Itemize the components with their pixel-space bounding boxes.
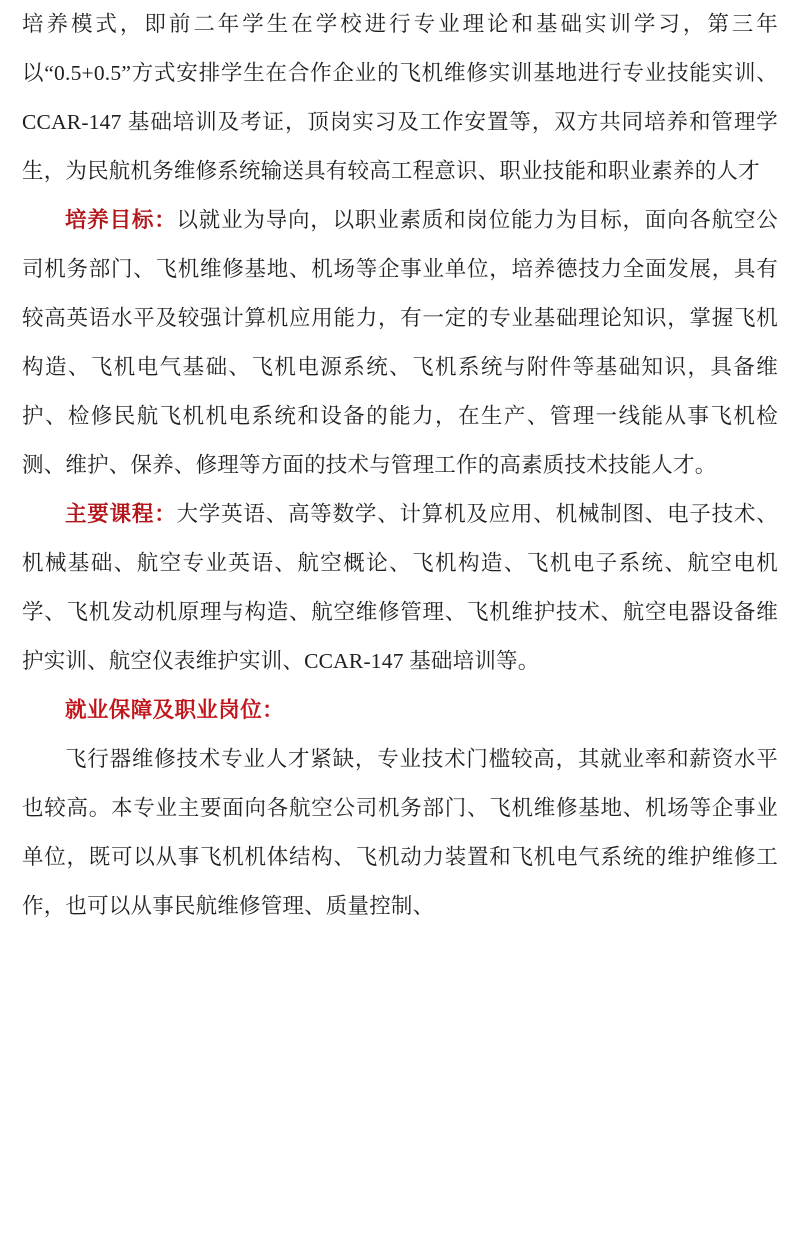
paragraph-training-goal-text: 以就业为导向，以职业素质和岗位能力为目标，面向各航空公司机务部门、飞机维修基地、机场等企事业单位，培养德技力全面发展，具有较高英语水平及较强计算机应用能力，有一定的专业基础理论知识，掌握飞机构造、飞机电气基础、飞机电源系统、飞机系统与附件等基础知识，具备维护、检修民航飞机机电系统和设备的能力，在生产、管理一线能从事飞机检测、维护、保养、修理等方面的技术与管理工作的高素质技术技能人才。 bbox=[22, 208, 778, 477]
label-main-courses: 主要课程： bbox=[65, 502, 177, 526]
paragraph-employment-body: 飞行器维修技术专业人才紧缺，专业技术门槛较高，其就业率和薪资水平也较高。本专业主要面向各航空公司机务部门、飞机维修基地、机场等企事业单位，既可以从事飞机机体结构、飞机动力装置和飞机电气系统的维护维修工作，也可以从事民航维修管理、质量控制、 bbox=[22, 747, 778, 918]
heading-employment-guarantee: 就业保障及职业岗位： bbox=[65, 698, 285, 722]
paragraph-training-goal bbox=[22, 196, 778, 490]
label-training-goal: 培养目标： bbox=[65, 208, 177, 232]
paragraph-continuation-text: 培养模式，即前二年学生在学校进行专业理论和基础实训学习，第三年以“0.5+0.5”方式安排学生在合作企业的飞机维修实训基地进行专业技能实训、CCAR-147 基础培训及考证，顶岗实习及工作安置等，双方共同培养和管理学生，为民航机务维修系统输送具有较高工程意识、职业技能和职业素养的人才 bbox=[22, 12, 778, 183]
paragraph-main-courses bbox=[22, 490, 778, 686]
paragraph-continuation bbox=[22, 0, 778, 196]
paragraph-main-courses-text: 大学英语、高等数学、计算机及应用、机械制图、电子技术、机械基础、航空专业英语、航空概论、飞机构造、飞机电子系统、航空电机学、飞机发动机原理与构造、航空维修管理、飞机维护技术、航空电器设备维护实训、航空仪表维护实训、CCAR-147 基础培训等。 bbox=[22, 502, 778, 673]
